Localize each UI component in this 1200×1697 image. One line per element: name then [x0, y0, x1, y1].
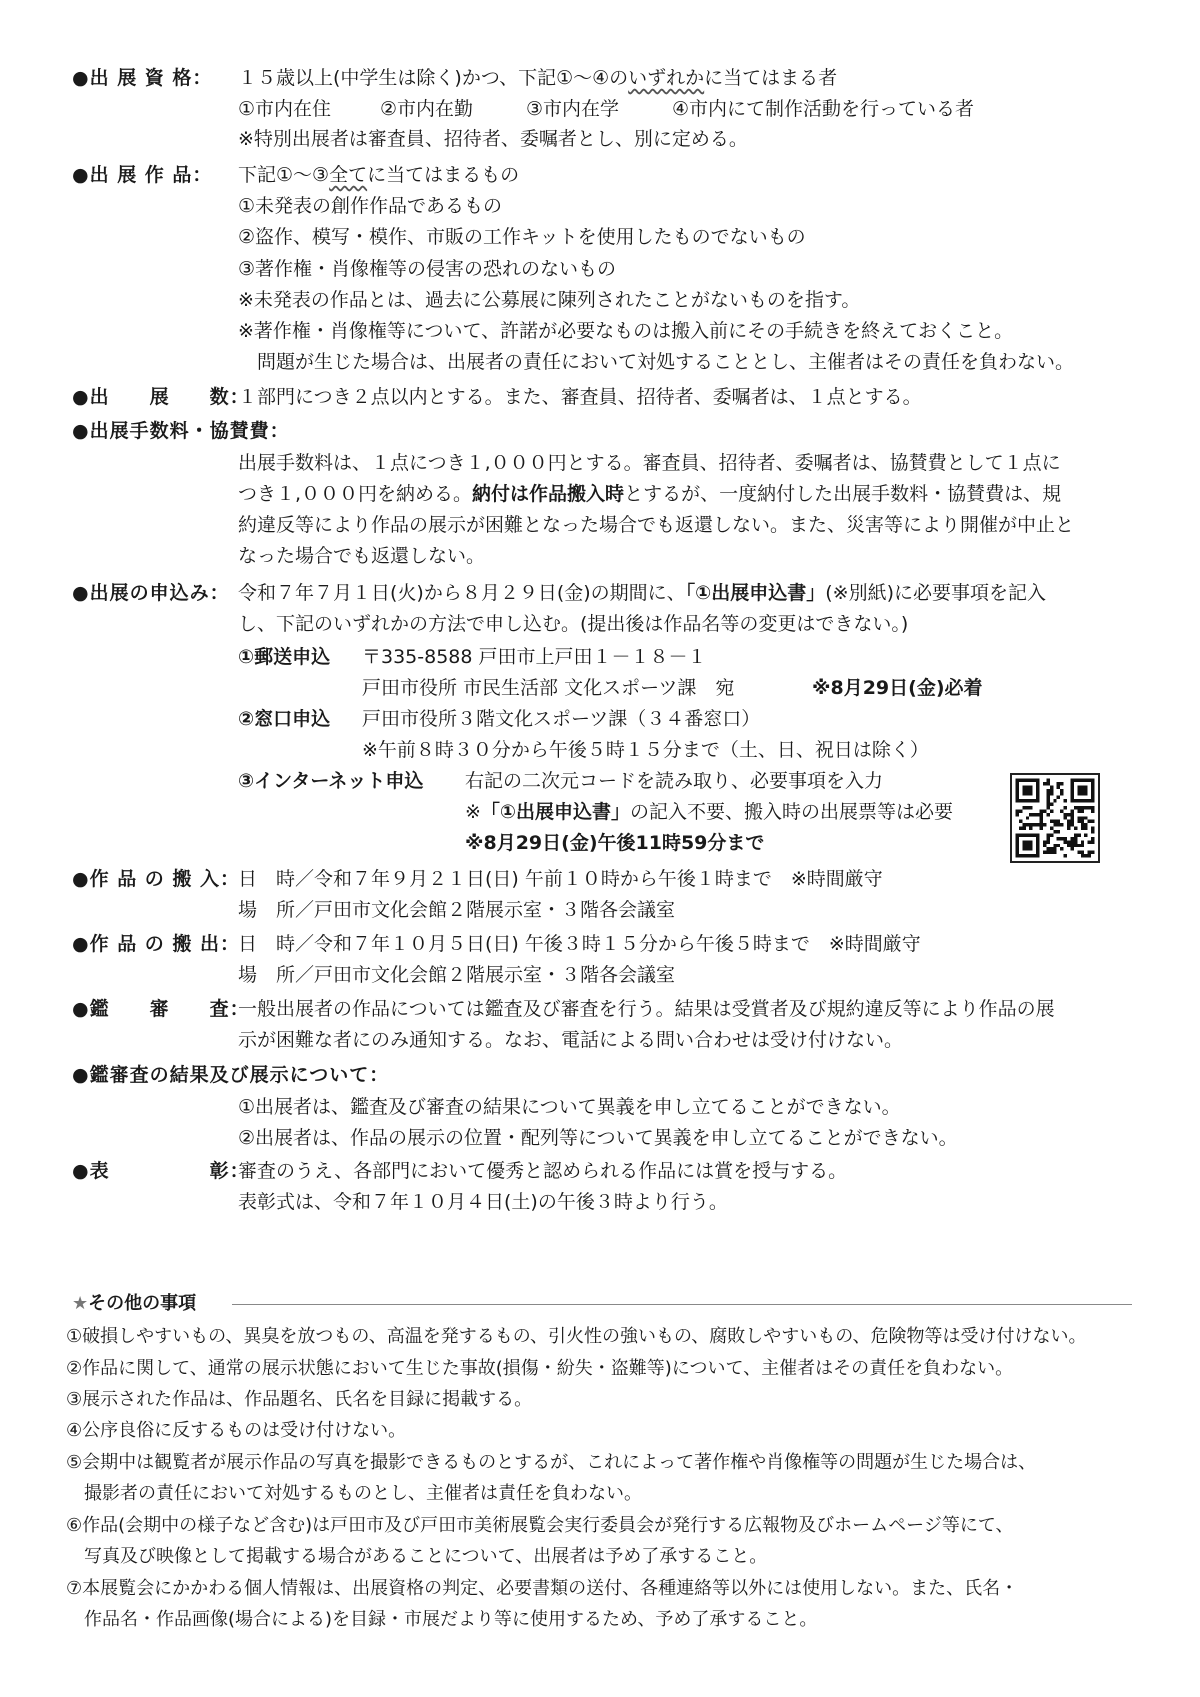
other-item: ①破損しやすいもの、異臭を放つもの、高温を発するもの、引火性の強いもの、腐敗しやすいもの、危険物等は受け付けない。 [66, 1326, 1087, 1347]
result-label: ●鑑審査の結果及び展示について： [72, 1064, 390, 1086]
other-title: その他の事項 [88, 1293, 197, 1314]
works-text-a: 下記①～③ [238, 164, 330, 186]
apply-line [238, 580, 1046, 606]
works-item: ①未発表の創作作品であるもの [238, 195, 503, 217]
other-heading [72, 1291, 196, 1317]
eligibility-item: ③市内在学 [526, 98, 620, 120]
delivery-date: 日 時／令和７年９月２１日(日) 午前１０時から午後１時まで ※時間厳守 [238, 868, 883, 890]
eligibility-note: ※特別出展者は審査員、招待者、委嘱者とし、別に定める。 [238, 128, 748, 150]
award-line: 表彰式は、令和７年１０月４日(土)の午後３時より行う。 [238, 1191, 728, 1213]
fee-line: 約違反等により作品の展示が困難となった場合でも返還しない。また、災害等により開催が中止と [238, 514, 1075, 536]
divider [232, 1304, 1132, 1305]
works-emphasis: 全て [329, 164, 368, 186]
eligibility-label: ●出 展 資 格： [72, 67, 213, 89]
internet-note-text: の記入不要、搬入時の出展票等は必要 [630, 801, 954, 823]
works-item: ②盗作、模写・模作、市販の工作キットを使用したものでないもの [238, 226, 806, 248]
other-item: ⑦本展覧会にかかわる個人情報は、出展資格の判定、必要書類の送付、各種連絡等以外には使用しない。また、氏名・ [66, 1578, 1019, 1599]
window-place: 戸田市役所３階文化スポーツ課（３４番窓口） [362, 708, 761, 730]
qr-code-icon[interactable] [1010, 773, 1100, 863]
result-item: ①出展者は、鑑査及び審査の結果について異義を申し立てることができない。 [238, 1096, 901, 1118]
mail-address: 〒335-8588 戸田市上戸田１－１８－１ [362, 646, 707, 668]
star-icon: ★ [72, 1293, 89, 1314]
award-line: 審査のうえ、各部門において優秀と認められる作品には賞を授与する。 [238, 1160, 848, 1182]
window-apply-label: ②窓口申込 [238, 708, 331, 730]
apply-text: (※別紙)に必要事項を記入 [825, 582, 1046, 604]
eligibility-text-b: に当てはまる者 [704, 67, 838, 89]
works-item: ※著作権・肖像権等について、許諾が必要なものは搬入前にその手続きを終えておくこと。 [238, 320, 1014, 342]
eligibility-item: ①市内在住 [238, 98, 332, 120]
fee-line: 出展手数料は、１点につき１,０００円とする。審査員、招待者、委嘱者は、協賛費として１点に [238, 452, 1061, 474]
eligibility-emphasis: いずれか [628, 67, 705, 89]
internet-apply-label: ③インターネット申込 [238, 770, 424, 792]
mail-address-dept: 戸田市役所 市民生活部 文化スポーツ課 宛 [362, 677, 735, 699]
internet-apply-note [465, 799, 953, 825]
mail-apply-label: ①郵送申込 [238, 646, 331, 668]
works-item: ③著作権・肖像権等の侵害の恐れのないもの [238, 258, 617, 280]
eligibility-item: ④市内にて制作活動を行っている者 [672, 98, 975, 120]
other-item: ⑤会期中は観覧者が展示作品の写真を撮影できるものとするが、これによって著作権や肖像権等の問題が生じた場合は、 [66, 1452, 1037, 1473]
delivery-place: 場 所／戸田市文化会館２階展示室・３階各会議室 [238, 899, 676, 921]
eligibility-item: ②市内在勤 [380, 98, 474, 120]
fee-line [238, 481, 1061, 507]
qr-code-graphic [1012, 775, 1098, 861]
award-label: ●表 彰： [72, 1160, 250, 1182]
note-mark: ※ [465, 801, 481, 823]
apply-label: ●出展の申込み： [72, 582, 230, 604]
fee-payment-emphasis: 納付は作品搬入時 [472, 483, 625, 505]
apply-form-name: 「①出展申込書」 [685, 582, 826, 604]
apply-form-name: 「①出展申込書」 [480, 801, 631, 823]
works-text-b: に当てはまるもの [367, 164, 520, 186]
fee-line: なった場合でも返還しない。 [238, 545, 486, 567]
other-item: ③展示された作品は、作品題名、氏名を目録に掲載する。 [66, 1389, 533, 1410]
works-label: ●出 展 作 品： [72, 164, 213, 186]
other-item: ④公序良俗に反するものは受け付けない。 [66, 1420, 407, 1441]
apply-line: し、下記のいずれかの方法で申し込む。(提出後は作品名等の変更はできない。) [238, 613, 909, 635]
internet-deadline: ※8月29日(金)午後11時59分まで [465, 832, 765, 854]
delivery-label: ●作 品 の 搬 入： [72, 868, 241, 890]
review-line: 示が困難な者にのみ通知する。なお、電話による問い合わせは受け付けない。 [238, 1029, 904, 1051]
count-text: １部門につき２点以内とする。また、審査員、招待者、委嘱者は、１点とする。 [238, 386, 922, 408]
review-line: 一般出展者の作品については鑑査及び審査を行う。結果は受賞者及び規約違反等により作品の展 [238, 998, 1055, 1020]
works-item: ※未発表の作品とは、過去に公募展に陳列されたことがないものを指す。 [238, 289, 861, 311]
eligibility-text-a: １５歳以上(中学生は除く)かつ、下記①～④の [238, 67, 629, 89]
pickup-place: 場 所／戸田市文化会館２階展示室・３階各会議室 [238, 964, 676, 986]
fee-line-text: つき１,０００円を納める。 [238, 483, 473, 505]
pickup-label: ●作 品 の 搬 出： [72, 933, 241, 955]
mail-deadline: ※8月29日(金)必着 [812, 677, 983, 699]
other-item: ②作品に関して、通常の展示状態において生じた事故(損傷・紛失・盗難等)について、主催者はその責任を負わない。 [66, 1358, 1014, 1379]
apply-text: 令和７年７月１日(火)から８月２９日(金)の期間に、 [238, 582, 686, 604]
other-item: 作品名・作品画像(場合による)を目録・市展だより等に使用するため、予め了承すること。 [66, 1609, 818, 1630]
other-item: 撮影者の責任において対処するものとし、主催者は責任を負わない。 [66, 1483, 642, 1504]
result-item: ②出展者は、作品の展示の位置・配列等について異義を申し立てることができない。 [238, 1127, 958, 1149]
works-text [238, 162, 519, 188]
pickup-date: 日 時／令和７年１０月５日(日) 午後３時１５分から午後５時まで ※時間厳守 [238, 933, 921, 955]
works-item: 問題が生じた場合は、出展者の責任において対処することとし、主催者はその責任を負わない。 [238, 351, 1075, 373]
count-label: ●出 展 数： [72, 386, 250, 408]
internet-apply-text: 右記の二次元コードを読み取り、必要事項を入力 [465, 770, 884, 792]
review-label: ●鑑 審 査： [72, 998, 250, 1020]
window-hours: ※午前８時３０分から午後５時１５分まで（土、日、祝日は除く） [362, 739, 929, 761]
other-item: ⑥作品(会期中の様子など含む)は戸田市及び戸田市美術展覧会実行委員会が発行する広報物及びホームページ等にて、 [66, 1515, 1014, 1536]
fee-line-text: とするが、一度納付した出展手数料・協賛費は、規 [624, 483, 1062, 505]
eligibility-text [238, 65, 837, 91]
fee-label: ●出展手数料・協賛費： [72, 420, 290, 442]
other-item: 写真及び映像として掲載する場合があることについて、出展者は予め了承すること。 [66, 1546, 768, 1567]
